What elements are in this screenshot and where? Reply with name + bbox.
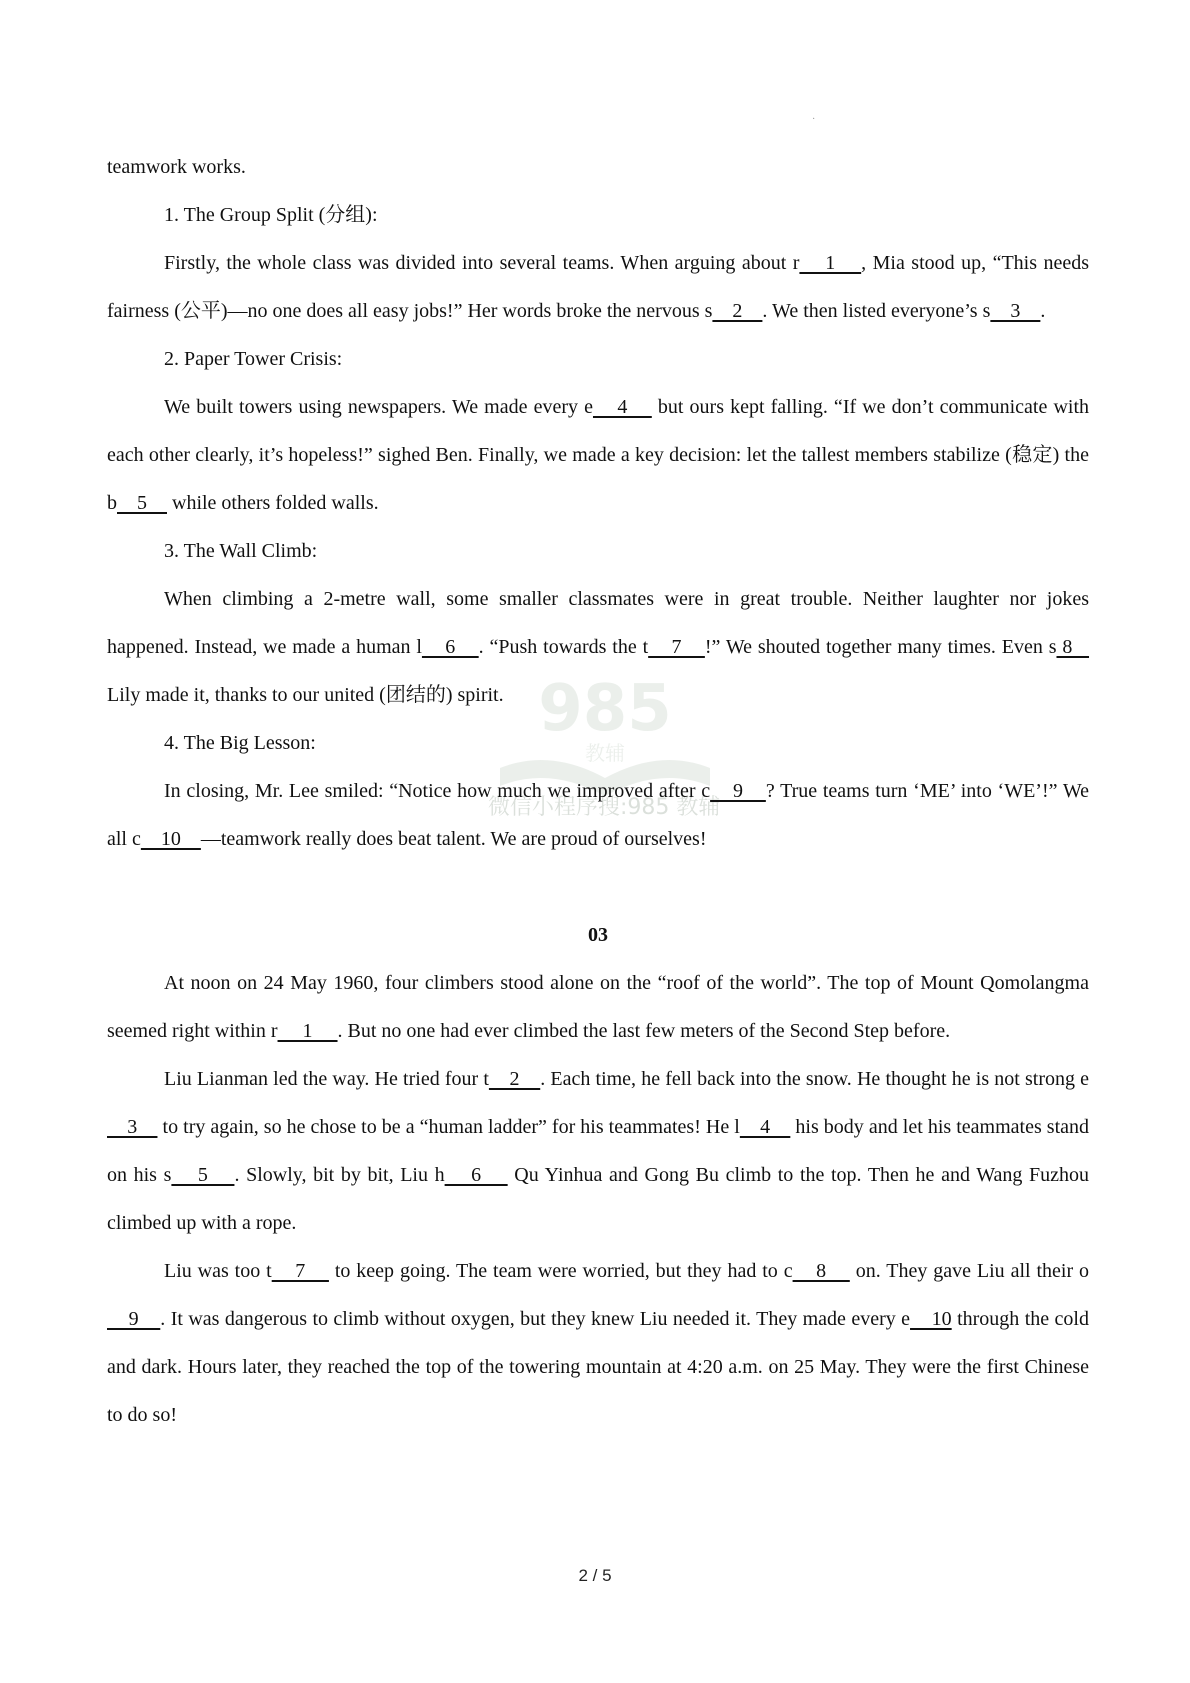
blank-s3-10[interactable]: 10 (910, 1308, 952, 1330)
paragraph-group-split: Firstly, the whole class was divided into several teams. When arguing about r 1 , Mia stood up, “This needs fairness (公平)—no one does all easy jobs!” Her words broke the nervous s 2 . We then listed everyone’s s 3 . (107, 252, 1090, 322)
continued-line: teamwork works. (107, 156, 246, 178)
page-number: 2 / 5 (578, 1566, 612, 1585)
watermark-text: 微信小程序搜:985 教辅 (488, 795, 721, 820)
blank-6[interactable]: 6 (421, 636, 479, 658)
paragraph-wall-climb: When climbing a 2-metre wall, some smaller classmates were in great trouble. Neither laughter nor jokes happened. Instead, we made a human l 6 . “Push towards the t 7 !” We shouted together many times. Even s 8 Lily made it, thanks to our united (团结的) spirit. (107, 588, 1090, 706)
paragraph-qomolangma-3: Liu was too t 7 to keep going. The team were worried, but they had to c 8 on. They gave Liu all their o 9 . It was dangerous to climb without oxygen, but they knew Liu needed it. They made every e 10 through the cold and dark. Hours later, they reached the top of the towering mountain at 4:20 a.m. on 25 May. They were the first Chinese to do so! (107, 1260, 1090, 1426)
blank-1[interactable]: 1 (799, 252, 862, 274)
blank-3[interactable]: 3 (990, 300, 1041, 322)
blank-s3-4[interactable]: 4 (739, 1116, 791, 1138)
blank-s3-9[interactable]: 9 (107, 1308, 161, 1330)
blank-s3-7[interactable]: 7 (271, 1260, 329, 1282)
blank-s3-1[interactable]: 1 (277, 1020, 338, 1042)
blank-s3-6[interactable]: 6 (444, 1164, 508, 1186)
blank-s3-2[interactable]: 2 (488, 1068, 541, 1090)
blank-10[interactable]: 10 (140, 828, 201, 850)
heading-big-lesson: 4. The Big Lesson: (164, 732, 316, 754)
blank-2[interactable]: 2 (712, 300, 763, 322)
blank-9[interactable]: 9 (710, 780, 766, 802)
paragraph-big-lesson: In closing, Mr. Lee smiled: “Notice how much we improved after c 9 ? True teams turn ‘ME’ into ‘WE’!” We all c 10 —teamwork really does beat talent. We are proud of ourselves! (107, 780, 1089, 850)
blank-s3-5[interactable]: 5 (171, 1164, 235, 1186)
blank-4[interactable]: 4 (592, 396, 652, 418)
paragraph-paper-tower: We built towers using newspapers. We made every e 4 but ours kept falling. “If we don’t communicate with each other clearly, it’s hopeless!” sighed Ben. Finally, we made a key decision: let the tallest members stabilize (稳定) the b 5 while others folded walls. (107, 396, 1090, 514)
header-dot-mark: · (812, 114, 816, 125)
watermark-label: 教辅 (585, 741, 625, 765)
blank-7[interactable]: 7 (648, 636, 705, 658)
paragraph-qomolangma-2: Liu Lianman led the way. He tried four t 2 . Each time, he fell back into the snow. He thought he is not strong e 3 to try again, so he chose to be a “human ladder” for his teammates! He l 4 his body and let his teammates stand on his s 5 . Slowly, bit by bit, Liu h 6 Qu Yinhua and Gong Bu climb to the top. Then he and Wang Fuzhou climbed up with a rope. (107, 1068, 1090, 1234)
heading-paper-tower: 2. Paper Tower Crisis: (164, 348, 343, 370)
blank-s3-3[interactable]: 3 (107, 1116, 158, 1138)
paragraph-qomolangma-1: At noon on 24 May 1960, four climbers stood alone on the “roof of the world”. The top of Mount Qomolangma seemed right within r 1 . But no one had ever climbed the last few meters of the Second Step before. (107, 972, 1089, 1042)
heading-wall-climb: 3. The Wall Climb: (164, 540, 318, 562)
blank-8[interactable]: 8 (1056, 636, 1090, 658)
blank-5[interactable]: 5 (117, 492, 167, 514)
section-number: 03 (588, 924, 608, 946)
blank-s3-8[interactable]: 8 (792, 1260, 850, 1282)
document-body (107, 143, 1089, 1439)
watermark-number: 985 (538, 672, 672, 746)
heading-group-split: 1. The Group Split (分组): (164, 204, 378, 226)
